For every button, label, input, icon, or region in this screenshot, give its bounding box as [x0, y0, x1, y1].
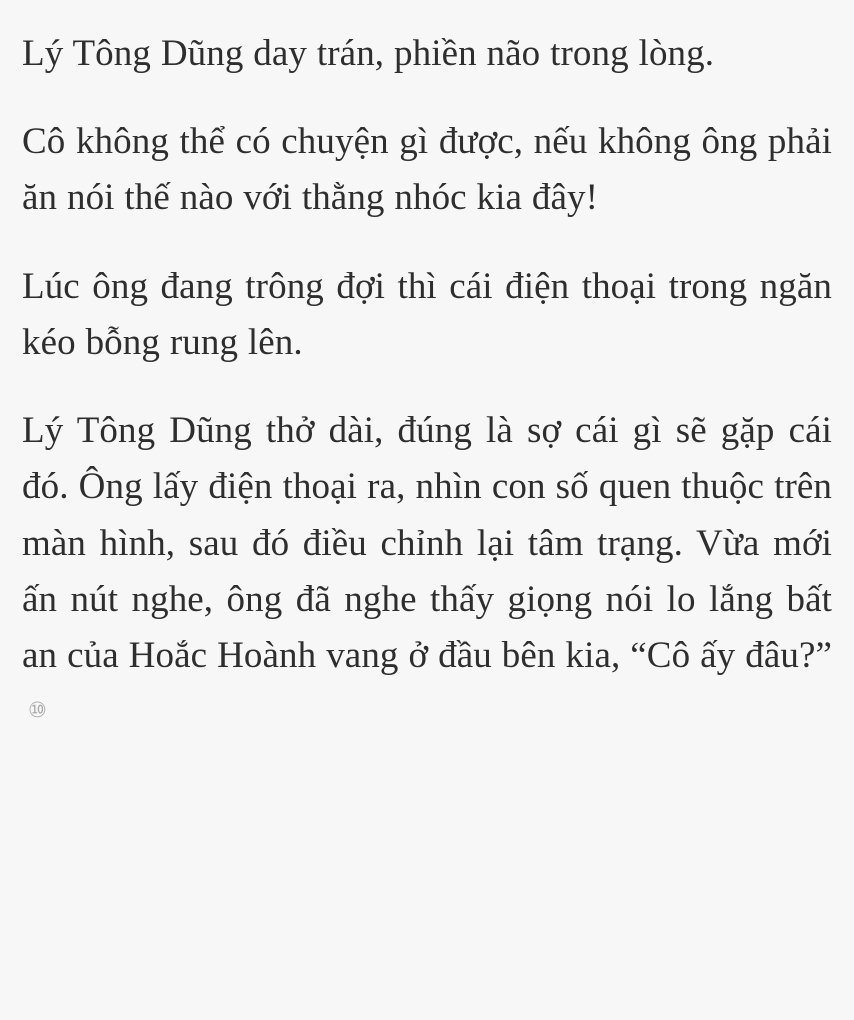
paragraph — [22, 403, 832, 740]
paragraph: Lúc ông đang trông đợi thì cái điện thoại trong ngăn kéo bỗng rung lên. — [22, 265, 832, 363]
paragraph: Cô không thể có chuyện gì được, nếu không ông phải ăn nói thế nào với thằng nhóc kia đây! — [22, 121, 832, 219]
paragraph: Lý Tông Dũng day trán, phiền não trong lòng. — [22, 33, 715, 74]
paragraph-text: Lý Tông Dũng thở dài, đúng là sợ cái gì sẽ gặp cái đó. Ông lấy điện thoại ra, nhìn con số quen thuộc trên màn hình, sau đó điều chỉnh lại tâm trạng. Vừa mới ấn nút nghe, ông đã nghe thấy giọng nói lo lắng bất an của Hoắc Hoành vang ở đầu bên kia, “Cô ấy đâu?” — [22, 410, 832, 677]
footnote-marker-icon: ⑩ — [28, 698, 47, 723]
